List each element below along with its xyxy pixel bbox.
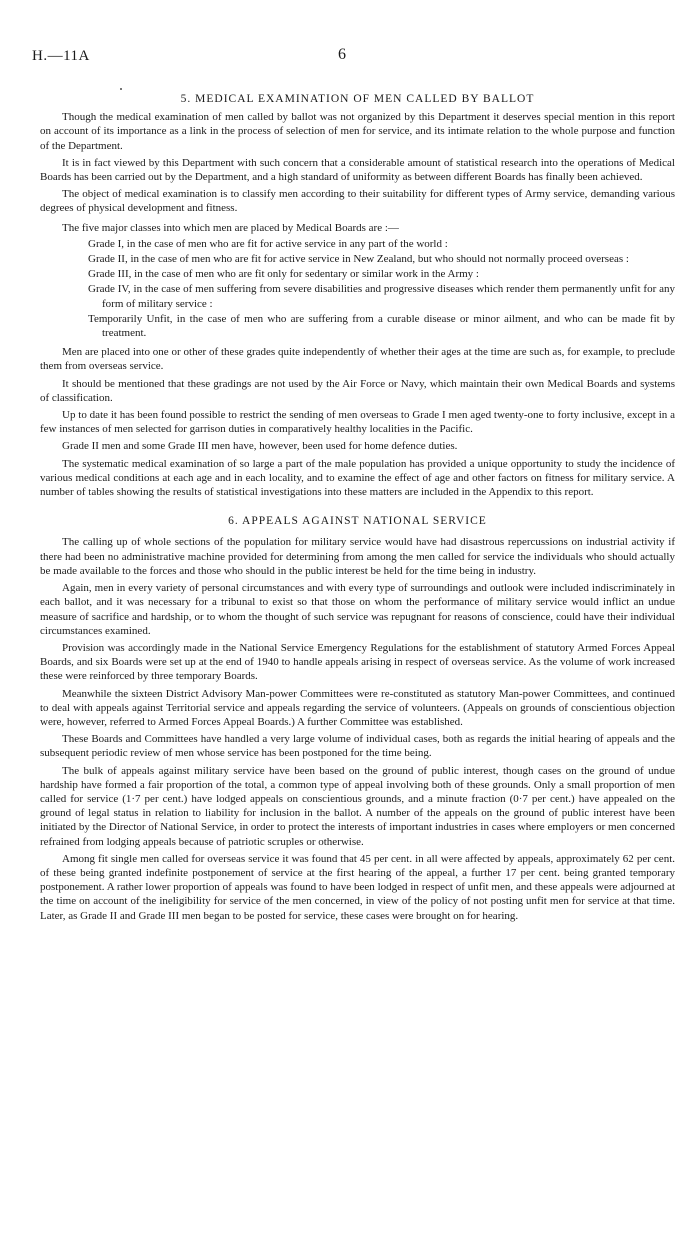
grade-item: Grade III, in the case of men who are fit only for sedentary or similar work in the Army : — [88, 268, 479, 281]
paragraph: Among fit single men called for overseas service it was found that 45 per cent. in all were affected by appeals, approximately 62 per cent. of these being granted indefinite postponement of service at the first hearing of the appeal, a further 17 per cent. being granted temporary postponement. A rather lower proportion of appeals was found to have been lodged in respect of unfit men, and these appeals were adjourned at the time on account of the ineligibility for service of the men concerned, in view of the policy of not posting unfit men for service at that time. Later, as Grade II and Grade III men began to be posted for service, these cases were brought on for hearing. — [40, 852, 675, 922]
paragraph: The bulk of appeals against military service have been based on the ground of public interest, though cases on the ground of undue hardship have formed a fair proportion of the total, a common type of appeal involving both of these grounds. Only a small proportion of men called for service (1·7 per cent.) have lodged appeals on conscientious grounds, and a minute fraction (0·7 per cent.) have appealed on the ground of legal status in relation to liability for inclusion in the ballot. A number of the appeals on the ground of public interest have been initiated by the Director of National Service, in order to protect the interests of important industries in cases where employers or men concerned refrained from lodging appeals because of patriotic scruples or otherwise. — [40, 764, 675, 848]
document-reference: H.—11A — [32, 48, 90, 64]
paragraph: Men are placed into one or other of these grades quite independently of whether their ages at the time are such as, for example, to preclude them from overseas service. — [40, 346, 675, 373]
paragraph: The systematic medical examination of so large a part of the male population has provided a unique opportunity to study the incidence of various medical conditions at each age and in each locality, and to examine the effect of age and other factors on fitness for military service. A number of tables showing the results of statistical investigations into these matters are included in the Appendix to this report. — [40, 457, 675, 499]
paragraph: Though the medical examination of men called by ballot was not organized by this Department it deserves special mention in this report on account of its importance as a link in the process of selection of men for service, and its intimate relation to the whole purpose and function of the Department. — [40, 111, 675, 152]
grades-list — [40, 237, 675, 340]
page-number: 6 — [338, 46, 346, 63]
paragraph: It is in fact viewed by this Department with such concern that a considerable amount of statistical research into the operations of Medical Boards has been carried out by the Department, and a high standard of uniformity as between different Boards has finally been achieved. — [40, 156, 675, 184]
section-6-heading: 6. APPEALS AGAINST NATIONAL SERVICE — [228, 515, 487, 528]
grade-item: Grade I, in the case of men who are fit for active service in any part of the world : — [88, 237, 448, 250]
paragraph: These Boards and Committees have handled a very large volume of individual cases, both as regards the initial hearing of appeals and the subsequent periodic review of men whose service has been postponed for the time being. — [40, 733, 675, 760]
grade-item: Grade IV, in the case of men suffering from severe disabilities and progressive diseases which render them permanently unfit for any form of military service : — [88, 283, 675, 310]
paragraph: The calling up of whole sections of the population for military service would have had disastrous repercussions on industrial activity if there had been no administrative machine provided for determining from among the men called for service the individuals who should actually be made available to the forces and those who should in the public interest be held for the time being in industry. — [40, 536, 675, 577]
paragraph: The object of medical examination is to classify men according to their suitability for different types of Army service, demanding various degrees of physical development and fitness. — [40, 188, 675, 215]
page-body — [40, 92, 675, 923]
paragraph: Meanwhile the sixteen District Advisory Man-power Committees were re-constituted as statutory Man-power Committees, and continued to deal with appeals against Territorial service and appeals regarding the service of volunteers. (Appeals on grounds of conscientious objection were, however, referred to Armed Forces Appeal Boards.) A further Committee was established. — [40, 687, 675, 728]
print-speck — [120, 88, 122, 90]
grades-intro: The five major classes into which men are placed by Medical Boards are :— — [62, 221, 399, 234]
paragraph: Grade II men and some Grade III men have, however, been used for home defence duties. — [62, 440, 458, 453]
grade-item: Grade II, in the case of men who are fit for active service in New Zealand, but who should not normally proceed overseas : — [88, 253, 629, 266]
paragraph: Provision was accordingly made in the National Service Emergency Regulations for the establishment of statutory Armed Forces Appeal Boards, and six Boards were set up at the end of 1940 to handle appeals arising in respect of overseas service. As the volume of work increased these were reinforced by three temporary Boards. — [40, 641, 675, 683]
grade-item: Temporarily Unfit, in the case of men who are suffering from a curable disease or minor ailment, and who can be made fit by treatment. — [88, 312, 675, 340]
section-5-heading: 5. MEDICAL EXAMINATION OF MEN CALLED BY BALLOT — [180, 93, 535, 105]
paragraph: It should be mentioned that these gradings are not used by the Air Force or Navy, which maintain their own Medical Boards and systems of classification. — [40, 377, 675, 404]
paragraph: Again, men in every variety of personal circumstances and with every type of surroundings and outlook were included indiscriminately in each ballot, and it was necessary for a tribunal to exist so that those on whom the performance of military service would inflict an undue measure of sacrifice and hardship, or to whom the thought of such service was repugnant for reasons of conscience, could have their individual circumstances examined. — [40, 582, 675, 637]
paragraph: Up to date it has been found possible to restrict the sending of men overseas to Grade I men aged twenty-one to forty inclusive, except in a few instances of men selected for garrison duties in comparatively healthy localities in the Pacific. — [40, 409, 675, 436]
